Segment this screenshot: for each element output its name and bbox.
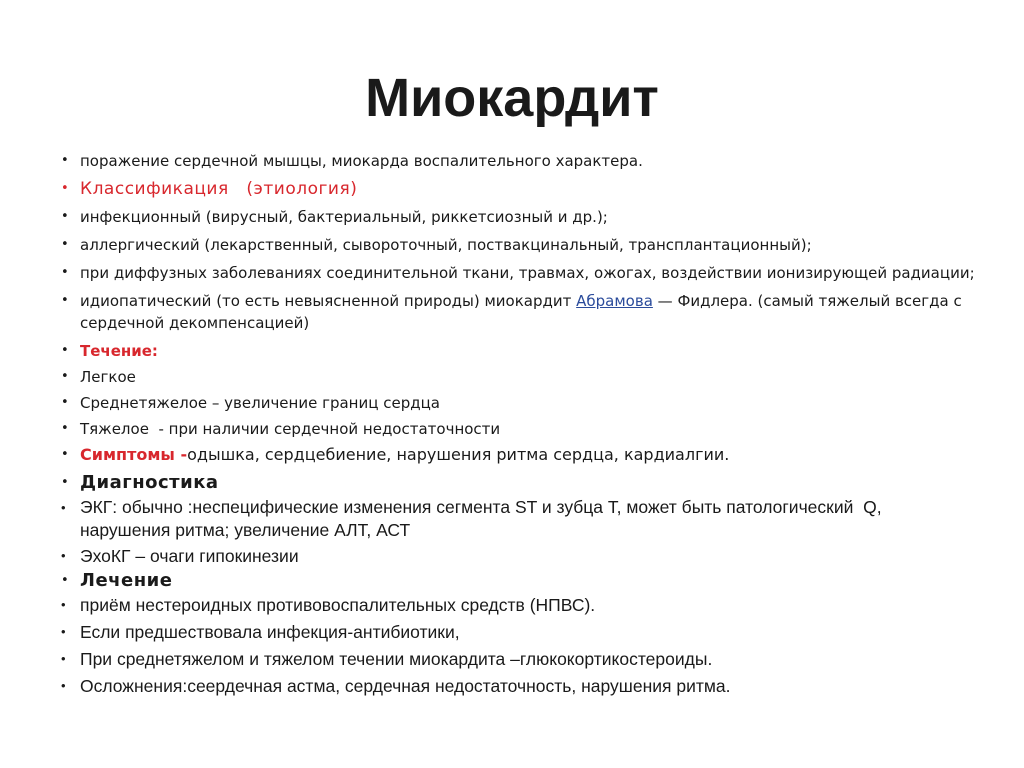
list-item [60, 648, 980, 670]
list-item-diagnostics-heading [60, 472, 980, 494]
bullet-icon: • [61, 181, 70, 196]
classification-item-allergic: аллергический (лекарственный, сывороточный, поствакцинальный, трансплантационный); [80, 236, 812, 254]
symptoms-label: Симптомы - [80, 445, 188, 464]
treatment-item-nsaid: приём нестероидных противовоспалительных средств (НПВС). [80, 595, 596, 615]
course-heading: Течение: [80, 342, 158, 360]
list-item [60, 234, 980, 256]
list-item [60, 366, 980, 388]
bullet-icon: • [61, 678, 66, 693]
list-item [60, 496, 980, 542]
bullet-icon: • [61, 153, 69, 168]
bullet-list [60, 150, 980, 697]
list-item-definition [60, 150, 980, 172]
list-item-classification-heading [60, 178, 980, 200]
idiopathic-text-after: — Фидлера. (самый тяжелый всегда с сердечной декомпенсацией) [80, 292, 962, 332]
classification-item-infectious: инфекционный (вирусный, бактериальный, риккетсиозный и др.); [80, 208, 608, 226]
list-item [60, 545, 980, 567]
list-item-symptoms [60, 444, 980, 466]
bullet-icon: • [61, 597, 66, 612]
bullet-icon: • [61, 500, 66, 515]
bullet-icon: • [61, 369, 69, 384]
page-title: Миокардит [365, 68, 659, 128]
symptoms-text: одышка, сердцебиение, нарушения ритма сердца, кардиалгии. [187, 445, 730, 464]
treatment-item-steroids: При среднетяжелом и тяжелом течении миокардита –глюкокортикостероиды. [80, 649, 713, 669]
list-item [60, 418, 980, 440]
diagnostics-heading: Диагностика [80, 472, 219, 493]
list-item-course-heading [60, 340, 980, 362]
course-item-severe: Тяжелое - при наличии сердечной недостаточности [80, 420, 501, 438]
bullet-icon: • [61, 237, 69, 252]
diagnostics-item-echo: ЭхоКГ – очаги гипокинезии [80, 546, 299, 566]
bullet-icon: • [61, 265, 69, 280]
idiopathic-text-before: идиопатический (то есть невыясненной природы) миокардит [80, 292, 577, 310]
list-item [60, 206, 980, 228]
bullet-icon: • [61, 475, 70, 490]
list-item [60, 621, 980, 643]
bullet-icon: • [61, 209, 69, 224]
list-item [60, 594, 980, 616]
treatment-heading: Лечение [80, 570, 173, 591]
bullet-icon: • [61, 548, 66, 563]
bullet-icon: • [61, 395, 69, 410]
abramov-link[interactable]: Абрамова [576, 292, 653, 310]
treatment-item-antibiotics: Если предшествовала инфекция-антибиотики, [80, 622, 460, 642]
list-item-treatment-heading [60, 570, 980, 592]
course-item-moderate: Среднетяжелое – увеличение границ сердца [80, 394, 440, 412]
bullet-icon: • [61, 293, 69, 308]
list-item [60, 290, 980, 334]
bullet-icon: • [61, 573, 70, 588]
bullet-icon: • [61, 421, 69, 436]
list-item [60, 392, 980, 414]
bullet-icon: • [61, 343, 69, 358]
bullet-icon: • [61, 624, 66, 639]
diagnostics-item-ecg: ЭКГ: обычно :неспецифические изменения сегмента ST и зубца T, может быть патологический Q, нарушения ритма; увеличение АЛТ, АСТ [80, 497, 892, 540]
bullet-icon: • [61, 651, 66, 666]
bullet-icon: • [61, 447, 69, 462]
treatment-item-complications: Осложнения:сеердечная астма, сердечная недостаточность, нарушения ритма. [80, 676, 731, 696]
classification-item-diffuse: при диффузных заболеваниях соединительной ткани, травмах, ожогах, воздействии ионизирующей радиации; [80, 264, 975, 282]
list-item [60, 262, 980, 284]
definition-text: поражение сердечной мышцы, миокарда воспалительного характера. [80, 152, 643, 170]
list-item [60, 675, 980, 697]
classification-heading: Классификация (этиология) [80, 179, 358, 199]
course-item-mild: Легкое [80, 368, 136, 386]
